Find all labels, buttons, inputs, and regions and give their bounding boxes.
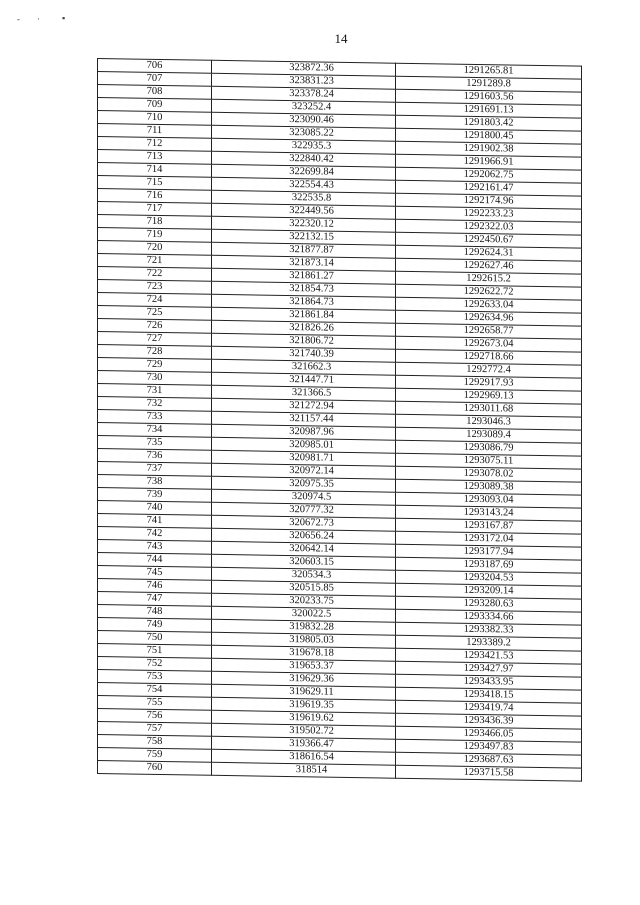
point-number-cell: 726 [98, 319, 212, 334]
point-number-cell: 755 [98, 696, 212, 711]
x-coordinate-cell: 322554.43 [212, 177, 396, 193]
x-coordinate-cell: 320972.14 [212, 463, 396, 479]
x-coordinate-cell: 323831.23 [212, 73, 396, 89]
x-coordinate-cell: 322840.42 [212, 151, 396, 167]
point-number-cell: 754 [98, 683, 212, 698]
y-coordinate-cell: 1291966.91 [396, 154, 582, 170]
scan-mark: ▪ [62, 13, 66, 23]
point-number-cell: 746 [98, 579, 212, 594]
x-coordinate-cell: 321447.71 [212, 372, 396, 388]
point-number-cell: 753 [98, 670, 212, 685]
x-coordinate-cell: 321873.14 [212, 255, 396, 271]
x-coordinate-cell: 319678.18 [212, 645, 396, 661]
y-coordinate-cell: 1292634.96 [396, 310, 582, 326]
scan-mark: - [17, 14, 20, 24]
y-coordinate-cell: 1293089.4 [396, 427, 582, 443]
y-coordinate-cell: 1293046.3 [396, 414, 582, 430]
point-number-cell: 752 [98, 657, 212, 672]
x-coordinate-cell: 319619.35 [212, 697, 396, 713]
coordinates-table-body [98, 59, 582, 782]
x-coordinate-cell: 322699.84 [212, 164, 396, 180]
y-coordinate-cell: 1291603.56 [396, 89, 582, 105]
point-number-cell: 739 [98, 488, 212, 503]
point-number-cell: 748 [98, 605, 212, 620]
y-coordinate-cell: 1293436.39 [396, 713, 582, 729]
y-coordinate-cell: 1293418.15 [396, 687, 582, 703]
x-coordinate-cell: 321861.27 [212, 268, 396, 284]
x-coordinate-cell: 323252.4 [212, 99, 396, 115]
point-number-cell: 713 [98, 150, 212, 165]
y-coordinate-cell: 1293389.2 [396, 635, 582, 651]
point-number-cell: 747 [98, 592, 212, 607]
coordinates-table [97, 58, 582, 782]
point-number-cell: 743 [98, 540, 212, 555]
y-coordinate-cell: 1292622.72 [396, 284, 582, 300]
x-coordinate-cell: 319805.03 [212, 632, 396, 648]
y-coordinate-cell: 1291265.81 [396, 63, 582, 79]
y-coordinate-cell: 1293497.83 [396, 739, 582, 755]
y-coordinate-cell: 1293419.74 [396, 700, 582, 716]
point-number-cell: 738 [98, 475, 212, 490]
x-coordinate-cell: 320534.3 [212, 567, 396, 583]
point-number-cell: 750 [98, 631, 212, 646]
point-number-cell: 715 [98, 176, 212, 191]
point-number-cell: 710 [98, 111, 212, 126]
y-coordinate-cell: 1292658.77 [396, 323, 582, 339]
y-coordinate-cell: 1293466.05 [396, 726, 582, 742]
x-coordinate-cell: 319629.36 [212, 671, 396, 687]
point-number-cell: 709 [98, 98, 212, 113]
x-coordinate-cell: 321877.87 [212, 242, 396, 258]
x-coordinate-cell: 321861.84 [212, 307, 396, 323]
y-coordinate-cell: 1292062.75 [396, 167, 582, 183]
point-number-cell: 717 [98, 202, 212, 217]
point-number-cell: 711 [98, 124, 212, 139]
point-number-cell: 724 [98, 293, 212, 308]
x-coordinate-cell: 320974.5 [212, 489, 396, 505]
point-number-cell: 712 [98, 137, 212, 152]
point-number-cell: 716 [98, 189, 212, 204]
x-coordinate-cell: 321864.73 [212, 294, 396, 310]
point-number-cell: 707 [98, 72, 212, 87]
y-coordinate-cell: 1293177.94 [396, 544, 582, 560]
y-coordinate-cell: 1293187.69 [396, 557, 582, 573]
point-number-cell: 756 [98, 709, 212, 724]
y-coordinate-cell: 1292450.67 [396, 232, 582, 248]
point-number-cell: 735 [98, 436, 212, 451]
point-number-cell: 742 [98, 527, 212, 542]
point-number-cell: 730 [98, 371, 212, 386]
x-coordinate-cell: 322535.8 [212, 190, 396, 206]
x-coordinate-cell: 321366.5 [212, 385, 396, 401]
point-number-cell: 722 [98, 267, 212, 282]
y-coordinate-cell: 1292174.96 [396, 193, 582, 209]
x-coordinate-cell: 319366.47 [212, 736, 396, 752]
point-number-cell: 741 [98, 514, 212, 529]
y-coordinate-cell: 1293433.95 [396, 674, 582, 690]
x-coordinate-cell: 321854.73 [212, 281, 396, 297]
x-coordinate-cell: 320642.14 [212, 541, 396, 557]
point-number-cell: 757 [98, 722, 212, 737]
point-number-cell: 728 [98, 345, 212, 360]
point-number-cell: 708 [98, 85, 212, 100]
x-coordinate-cell: 320603.15 [212, 554, 396, 570]
point-number-cell: 733 [98, 410, 212, 425]
y-coordinate-cell: 1291902.38 [396, 141, 582, 157]
x-coordinate-cell: 319832.28 [212, 619, 396, 635]
y-coordinate-cell: 1293209.14 [396, 583, 582, 599]
x-coordinate-cell: 321806.72 [212, 333, 396, 349]
y-coordinate-cell: 1293421.53 [396, 648, 582, 664]
point-number-cell: 720 [98, 241, 212, 256]
point-number-cell: 731 [98, 384, 212, 399]
y-coordinate-cell: 1293093.04 [396, 492, 582, 508]
point-number-cell: 729 [98, 358, 212, 373]
point-number-cell: 727 [98, 332, 212, 347]
x-coordinate-cell: 320981.71 [212, 450, 396, 466]
y-coordinate-cell: 1291803.42 [396, 115, 582, 131]
x-coordinate-cell: 323090.46 [212, 112, 396, 128]
y-coordinate-cell: 1293687.63 [396, 752, 582, 768]
x-coordinate-cell: 323378.24 [212, 86, 396, 102]
point-number-cell: 760 [98, 761, 212, 776]
x-coordinate-cell: 318514 [212, 762, 396, 778]
point-number-cell: 745 [98, 566, 212, 581]
x-coordinate-cell: 319502.72 [212, 723, 396, 739]
x-coordinate-cell: 318616.54 [212, 749, 396, 765]
y-coordinate-cell: 1292718.66 [396, 349, 582, 365]
y-coordinate-cell: 1291289.8 [396, 76, 582, 92]
x-coordinate-cell: 322320.12 [212, 216, 396, 232]
point-number-cell: 721 [98, 254, 212, 269]
y-coordinate-cell: 1293167.87 [396, 518, 582, 534]
y-coordinate-cell: 1292615.2 [396, 271, 582, 287]
y-coordinate-cell: 1292233.23 [396, 206, 582, 222]
y-coordinate-cell: 1292633.04 [396, 297, 582, 313]
x-coordinate-cell: 323872.36 [212, 60, 396, 76]
x-coordinate-cell: 319629.11 [212, 684, 396, 700]
y-coordinate-cell: 1292322.03 [396, 219, 582, 235]
point-number-cell: 737 [98, 462, 212, 477]
point-number-cell: 714 [98, 163, 212, 178]
point-number-cell: 744 [98, 553, 212, 568]
y-coordinate-cell: 1293280.63 [396, 596, 582, 612]
point-number-cell: 725 [98, 306, 212, 321]
y-coordinate-cell: 1293427.97 [396, 661, 582, 677]
x-coordinate-cell: 320987.96 [212, 424, 396, 440]
y-coordinate-cell: 1293172.04 [396, 531, 582, 547]
x-coordinate-cell: 319619.62 [212, 710, 396, 726]
x-coordinate-cell: 320022.5 [212, 606, 396, 622]
x-coordinate-cell: 320975.35 [212, 476, 396, 492]
point-number-cell: 758 [98, 735, 212, 750]
y-coordinate-cell: 1293011.68 [396, 401, 582, 417]
y-coordinate-cell: 1293334.66 [396, 609, 582, 625]
x-coordinate-cell: 320985.01 [212, 437, 396, 453]
y-coordinate-cell: 1293089.38 [396, 479, 582, 495]
x-coordinate-cell: 320672.73 [212, 515, 396, 531]
point-number-cell: 749 [98, 618, 212, 633]
y-coordinate-cell: 1293715.58 [396, 765, 582, 781]
point-number-cell: 706 [98, 59, 212, 74]
point-number-cell: 719 [98, 228, 212, 243]
x-coordinate-cell: 320233.75 [212, 593, 396, 609]
y-coordinate-cell: 1293078.02 [396, 466, 582, 482]
x-coordinate-cell: 322449.56 [212, 203, 396, 219]
x-coordinate-cell: 320777.32 [212, 502, 396, 518]
x-coordinate-cell: 320656.24 [212, 528, 396, 544]
y-coordinate-cell: 1292627.46 [396, 258, 582, 274]
x-coordinate-cell: 323085.22 [212, 125, 396, 141]
point-number-cell: 718 [98, 215, 212, 230]
y-coordinate-cell: 1292673.04 [396, 336, 582, 352]
x-coordinate-cell: 322935.3 [212, 138, 396, 154]
page-number: 14 [334, 31, 348, 46]
y-coordinate-cell: 1293143.24 [396, 505, 582, 521]
point-number-cell: 759 [98, 748, 212, 763]
point-number-cell: 740 [98, 501, 212, 516]
x-coordinate-cell: 321740.39 [212, 346, 396, 362]
y-coordinate-cell: 1292917.93 [396, 375, 582, 391]
y-coordinate-cell: 1293382.33 [396, 622, 582, 638]
x-coordinate-cell: 319653.37 [212, 658, 396, 674]
x-coordinate-cell: 322132.15 [212, 229, 396, 245]
y-coordinate-cell: 1292161.47 [396, 180, 582, 196]
x-coordinate-cell: 321826.26 [212, 320, 396, 336]
y-coordinate-cell: 1293075.11 [396, 453, 582, 469]
point-number-cell: 736 [98, 449, 212, 464]
x-coordinate-cell: 321662.3 [212, 359, 396, 375]
point-number-cell: 732 [98, 397, 212, 412]
point-number-cell: 751 [98, 644, 212, 659]
point-number-cell: 723 [98, 280, 212, 295]
y-coordinate-cell: 1292624.31 [396, 245, 582, 261]
scan-mark: · [37, 14, 40, 24]
x-coordinate-cell: 321272.94 [212, 398, 396, 414]
x-coordinate-cell: 321157.44 [212, 411, 396, 427]
y-coordinate-cell: 1293086.79 [396, 440, 582, 456]
y-coordinate-cell: 1292772.4 [396, 362, 582, 378]
x-coordinate-cell: 320515.85 [212, 580, 396, 596]
y-coordinate-cell: 1291800.45 [396, 128, 582, 144]
point-number-cell: 734 [98, 423, 212, 438]
y-coordinate-cell: 1293204.53 [396, 570, 582, 586]
y-coordinate-cell: 1291691.13 [396, 102, 582, 118]
y-coordinate-cell: 1292969.13 [396, 388, 582, 404]
